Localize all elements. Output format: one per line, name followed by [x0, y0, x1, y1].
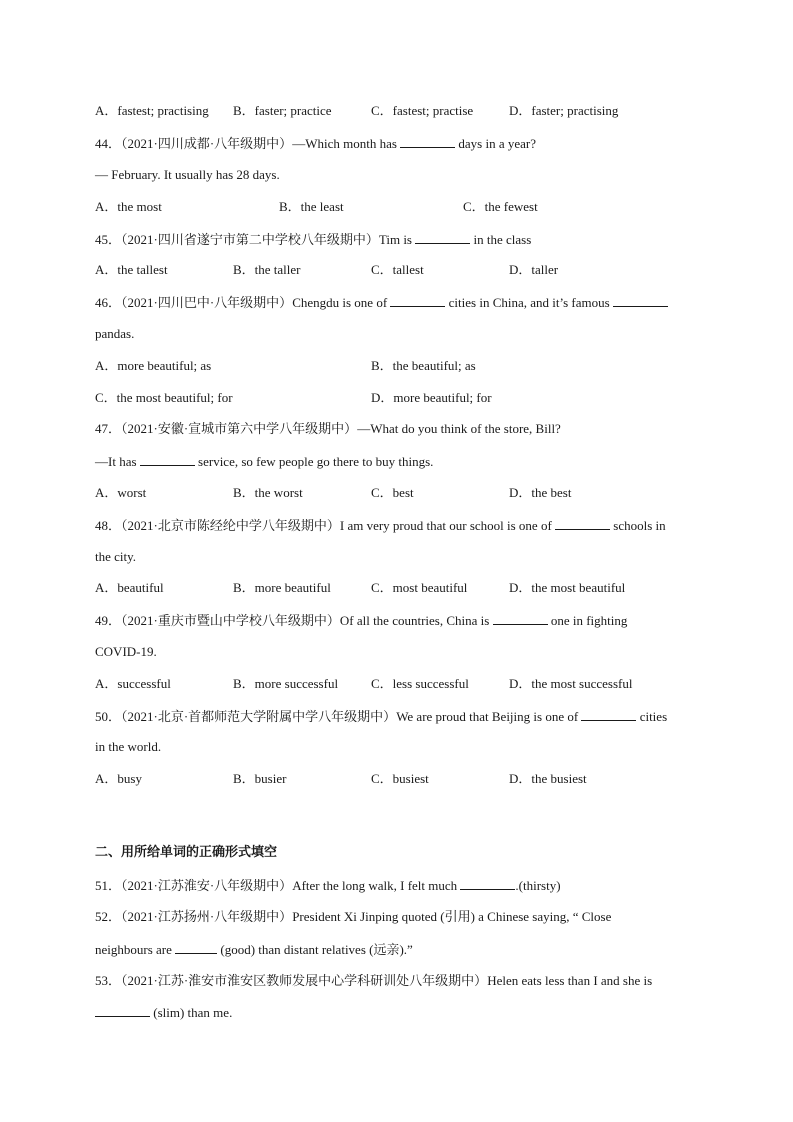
option-b: B．faster; practice — [233, 103, 332, 118]
question-number: 51． — [95, 878, 122, 893]
question-44 — [95, 135, 536, 152]
option-a: A．fastest; practising — [95, 103, 209, 118]
question-stem: After the long walk, I felt much — [292, 878, 458, 893]
option-d: D．taller — [509, 262, 559, 277]
question-number: 52． — [95, 909, 122, 924]
option-a: A．busy — [95, 771, 142, 786]
answer-blank[interactable] — [581, 708, 636, 721]
question-stem: Tim is — [378, 232, 412, 247]
option-a: A．the most — [95, 199, 162, 214]
option-c: C．the most beautiful; for — [95, 390, 233, 405]
question-53-cont — [95, 1004, 232, 1021]
option-d: D．the best — [509, 485, 572, 500]
option-a: A．the tallest — [95, 262, 168, 277]
question-source: （2021·四川巴中·八年级期中） — [121, 295, 293, 310]
question-50 — [95, 708, 667, 725]
option-d: D．the most successful — [509, 676, 633, 691]
question-stem: I am very proud that our school is one of — [339, 518, 552, 533]
question-stem: days in a year? — [458, 136, 537, 151]
question-49-cont: COVID-19. — [95, 644, 157, 659]
question-stem: .(thirsty) — [515, 878, 561, 893]
option-b: B．the beautiful; as — [371, 358, 476, 373]
question-stem: —What do you think of the store, Bill? — [357, 421, 561, 436]
option-a: A．successful — [95, 676, 171, 691]
answer-blank[interactable] — [390, 294, 445, 307]
question-source: （2021·江苏·淮安市淮安区教师发展中心学科研训处八年级期中） — [121, 973, 488, 988]
question-source: （2021·重庆市暨山中学校八年级期中） — [121, 613, 340, 628]
question-number: 44． — [95, 136, 122, 151]
question-stem: schools in — [613, 518, 666, 533]
question-stem: cities in China, and it’s famous — [448, 295, 610, 310]
option-c: C．tallest — [371, 262, 424, 277]
answer-blank[interactable] — [400, 135, 455, 148]
question-48 — [95, 517, 666, 534]
question-number: 53． — [95, 973, 122, 988]
question-stem: Of all the countries, China is — [339, 613, 490, 628]
option-c: C．less successful — [371, 676, 469, 691]
option-c: C．most beautiful — [371, 580, 468, 595]
option-b: B．more beautiful — [233, 580, 331, 595]
section-heading: 二、用所给单词的正确形式填空 — [95, 845, 278, 860]
question-47 — [95, 421, 561, 437]
question-51 — [95, 877, 561, 894]
answer-blank[interactable] — [555, 517, 610, 530]
answer-blank[interactable] — [95, 1004, 150, 1017]
question-48-cont: the city. — [95, 549, 137, 564]
question-stem: in the class — [473, 232, 532, 247]
question-number: 46． — [95, 295, 122, 310]
option-b: B．busier — [233, 771, 287, 786]
question-47-reply — [95, 453, 433, 470]
question-number: 48． — [95, 518, 122, 533]
answer-blank[interactable] — [140, 453, 195, 466]
question-stem: —It has — [95, 454, 137, 469]
question-52 — [95, 909, 611, 925]
question-53 — [95, 973, 652, 989]
option-d: D．more beautiful; for — [371, 390, 492, 405]
question-46-cont: pandas. — [95, 326, 135, 341]
answer-blank[interactable] — [493, 612, 548, 625]
option-b: B．the least — [279, 199, 344, 214]
option-d: D．the most beautiful — [509, 580, 626, 595]
option-c: C．best — [371, 485, 414, 500]
answer-blank[interactable] — [460, 877, 515, 890]
question-stem: service, so few people go there to buy things. — [198, 454, 434, 469]
question-source: （2021·四川成都·八年级期中） — [121, 136, 293, 151]
answer-blank[interactable] — [613, 294, 668, 307]
question-stem: Chengdu is one of — [292, 295, 388, 310]
question-46 — [95, 294, 668, 311]
option-d: D．the busiest — [509, 771, 587, 786]
question-stem: (good) than distant relatives (远亲).” — [220, 942, 413, 957]
question-source: （2021·北京市陈经纶中学八年级期中） — [121, 518, 340, 533]
option-a: A．worst — [95, 485, 147, 500]
option-b: B．the worst — [233, 485, 303, 500]
question-source: （2021·安徽·宣城市第六中学八年级期中） — [121, 421, 358, 436]
question-stem: Helen eats less than I and she is — [487, 973, 653, 988]
question-45 — [95, 231, 531, 248]
question-number: 49． — [95, 613, 122, 628]
option-a: A．more beautiful; as — [95, 358, 212, 373]
question-stem: cities — [639, 709, 668, 724]
option-b: B．more successful — [233, 676, 339, 691]
question-stem: (slim) than me. — [153, 1005, 233, 1020]
question-source: （2021·江苏扬州·八年级期中） — [121, 909, 293, 924]
question-50-cont: in the world. — [95, 739, 162, 754]
option-c: C．busiest — [371, 771, 429, 786]
question-stem: one in fighting — [550, 613, 628, 628]
question-source: （2021·四川省遂宁市第二中学校八年级期中） — [121, 232, 379, 247]
question-52-cont — [95, 941, 413, 958]
question-source: （2021·北京·首都师范大学附属中学八年级期中） — [121, 709, 397, 724]
answer-blank[interactable] — [415, 231, 470, 244]
question-number: 47． — [95, 421, 122, 436]
question-44-reply: — February. It usually has 28 days. — [95, 167, 280, 182]
question-stem: We are proud that Beijing is one of — [396, 709, 579, 724]
option-c: C．the fewest — [463, 199, 538, 214]
question-number: 50． — [95, 709, 122, 724]
option-d: D．faster; practising — [509, 103, 619, 118]
question-number: 45． — [95, 232, 122, 247]
question-49 — [95, 612, 627, 629]
answer-blank[interactable] — [175, 941, 217, 954]
option-a: A．beautiful — [95, 580, 164, 595]
question-stem: neighbours are — [95, 942, 172, 957]
question-stem: President Xi Jinping quoted (引用) a Chinese saying, “ Close — [292, 909, 612, 924]
question-stem: —Which month has — [292, 136, 397, 151]
option-b: B．the taller — [233, 262, 301, 277]
option-c: C．fastest; practise — [371, 103, 474, 118]
question-source: （2021·江苏淮安·八年级期中） — [121, 878, 293, 893]
